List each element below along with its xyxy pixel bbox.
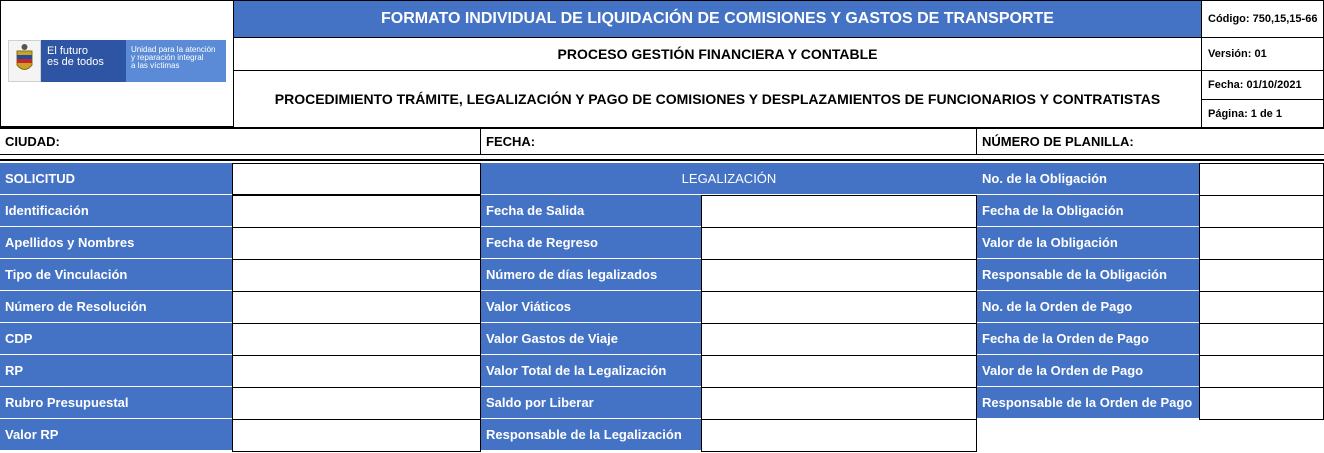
legalizacion-row-value[interactable] xyxy=(701,355,977,388)
logo xyxy=(8,40,226,82)
solicitud-header-value[interactable] xyxy=(232,163,481,195)
logo-tagline: El futuro es de todos xyxy=(41,40,126,82)
obligacion-row-value[interactable] xyxy=(1199,387,1324,420)
solicitud-row-value[interactable] xyxy=(232,259,481,292)
solicitud-row-label: Rubro Presupuestal xyxy=(0,387,232,418)
form-title: FORMATO INDIVIDUAL DE LIQUIDACIÓN DE COMISIONES Y GASTOS DE TRANSPORTE xyxy=(233,0,1202,38)
solicitud-row-label: RP xyxy=(0,355,232,386)
obligacion-row-label: No. de la Obligación xyxy=(977,163,1199,194)
solicitud-row-label: Identificación xyxy=(0,195,232,226)
solicitud-header: SOLICITUD xyxy=(0,163,232,194)
solicitud-row-value[interactable] xyxy=(232,387,481,420)
obligacion-row-value[interactable] xyxy=(1199,227,1324,260)
solicitud-row-label: Número de Resolución xyxy=(0,291,232,322)
doc-version: Versión: 01 xyxy=(1201,37,1324,71)
legalizacion-row-value[interactable] xyxy=(701,195,977,228)
solicitud-row-label: Valor RP xyxy=(0,419,232,450)
obligacion-row-label: Valor de la Obligación xyxy=(977,227,1199,258)
obligacion-row-value[interactable] xyxy=(1199,195,1324,228)
legalizacion-row-value[interactable] xyxy=(701,419,977,452)
legalizacion-row-label: Valor Viáticos xyxy=(481,291,701,322)
doc-code: Código: 750,15,15-66 xyxy=(1201,0,1324,38)
legalizacion-row-value[interactable] xyxy=(701,323,977,356)
obligacion-row-value[interactable] xyxy=(1199,323,1324,356)
legalizacion-row-label: Fecha de Regreso xyxy=(481,227,701,258)
legalizacion-row-label: Número de días legalizados xyxy=(481,259,701,290)
solicitud-row-value[interactable] xyxy=(232,227,481,260)
legalizacion-row-label: Fecha de Salida xyxy=(481,195,701,226)
date-field[interactable]: FECHA: xyxy=(481,129,977,155)
procedure-name: PROCEDIMIENTO TRÁMITE, LEGALIZACIÓN Y PAGO DE COMISIONES Y DESPLAZAMIENTOS DE FUNCIONARIOS Y CONTRATISTAS xyxy=(233,70,1202,128)
obligacion-row-value[interactable] xyxy=(1199,355,1324,388)
legalizacion-row-label: Saldo por Liberar xyxy=(481,387,701,418)
solicitud-row-value[interactable] xyxy=(232,323,481,356)
legalizacion-row-value[interactable] xyxy=(701,259,977,292)
city-field[interactable]: CIUDAD: xyxy=(0,129,481,155)
solicitud-row-label: Tipo de Vinculación xyxy=(0,259,232,290)
legalizacion-row-value[interactable] xyxy=(701,227,977,260)
logo-unit-name: Unidad para la atención y reparación integral a las víctimas xyxy=(126,40,226,82)
solicitud-row-label: Apellidos y Nombres xyxy=(0,227,232,258)
solicitud-row-value[interactable] xyxy=(232,195,481,228)
coat-of-arms-icon xyxy=(8,40,41,82)
divider xyxy=(0,159,1324,161)
legalizacion-header: LEGALIZACIÓN xyxy=(481,163,977,194)
form-number-field[interactable]: NÚMERO DE PLANILLA: xyxy=(977,129,1324,155)
legalizacion-row-label: Valor Total de la Legalización xyxy=(481,355,701,386)
solicitud-row-value[interactable] xyxy=(232,291,481,324)
obligacion-row-value[interactable] xyxy=(1199,259,1324,292)
obligacion-row-label: Fecha de la Orden de Pago xyxy=(977,323,1199,354)
process-name: PROCESO GESTIÓN FINANCIERA Y CONTABLE xyxy=(233,37,1202,71)
solicitud-row-value[interactable] xyxy=(232,419,481,452)
doc-page: Página: 1 de 1 xyxy=(1201,99,1324,128)
legalizacion-row-label: Responsable de la Legalización xyxy=(481,419,701,450)
obligacion-row-label: Responsable de la Orden de Pago xyxy=(977,387,1199,418)
obligacion-row-label: Valor de la Orden de Pago xyxy=(977,355,1199,386)
legalizacion-row-value[interactable] xyxy=(701,387,977,420)
legalizacion-row-value[interactable] xyxy=(701,291,977,324)
obligacion-row-label: Fecha de la Obligación xyxy=(977,195,1199,226)
obligacion-row-value[interactable] xyxy=(1199,163,1324,196)
legalizacion-row-label: Valor Gastos de Viaje xyxy=(481,323,701,354)
doc-date: Fecha: 01/10/2021 xyxy=(1201,70,1324,100)
obligacion-row-label: Responsable de la Obligación xyxy=(977,259,1199,290)
solicitud-row-label: CDP xyxy=(0,323,232,354)
obligacion-row-value[interactable] xyxy=(1199,291,1324,324)
obligacion-row-label: No. de la Orden de Pago xyxy=(977,291,1199,322)
solicitud-row-value[interactable] xyxy=(232,355,481,388)
